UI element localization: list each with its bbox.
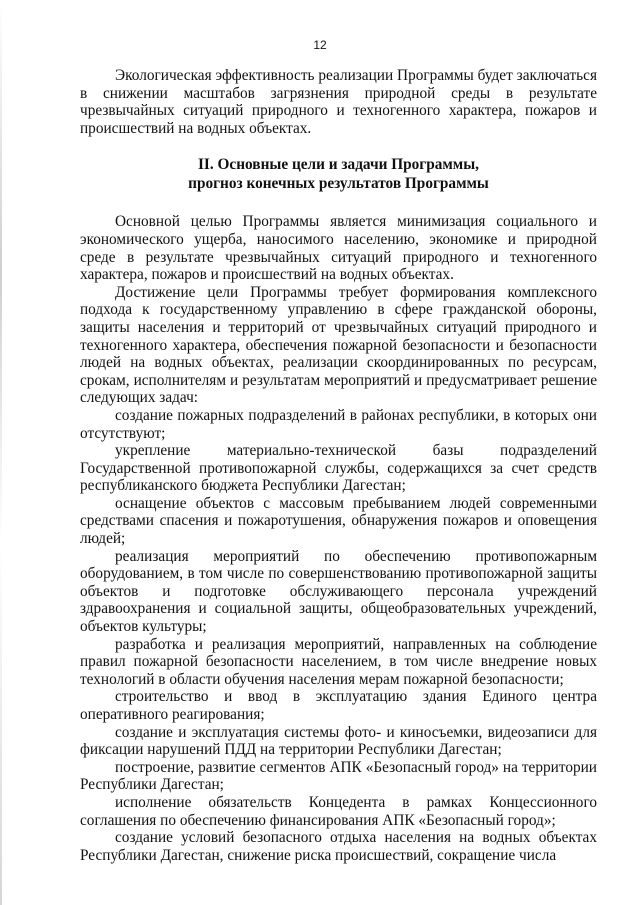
- task-item: строительство и ввод в эксплуатацию здания Единого центра оперативного реагирования;: [80, 688, 597, 723]
- task-item: создание пожарных подразделений в районах республики, в которых они отсутствуют;: [80, 406, 597, 442]
- task-item: укрепление материально-технической базы подразделений Государственной противопожарной службы, содержащихся за счет средств республиканского бюджета Республики Дагестан;: [80, 442, 597, 495]
- section-title-line-2: прогноз конечных результатов Программы: [188, 175, 489, 193]
- section-title-line-1: II. Основные цели и задачи Программы,: [197, 156, 479, 174]
- task-item: создание и эксплуатация системы фото- и киносъемки, видеозаписи для фиксации нарушений ПДД на территории Республики Дагестан;: [80, 723, 597, 759]
- task-item: создание условий безопасного отдыха населения на водных объектах Республики Дагестан, снижение риска происшествий, сокращение числа: [80, 829, 597, 864]
- task-item: оснащение объектов с массовым пребыванием людей современными средствами спасения и пожаротушения, обнаружения пожаров и оповещения людей;: [80, 494, 597, 548]
- approach-paragraph: Достижение цели Программы требует формирования комплексного подхода к государственному управлению в сфере гражданской обороны, защиты населения и территорий от чрезвычайных ситуаций природного и техногенного характера, обеспечения пожарной безопасности и безопасности людей на водных объектах, реализации скоординированных по ресурсам, срокам, исполнителям и результатам мероприятий и предусматривает решение следующих задач:: [80, 283, 597, 407]
- task-item: разработка и реализация мероприятий, направленных на соблюдение правил пожарной безопасности населением, в том числе внедрение новых технологий в области обучения населения мерам пожарной безопасности;: [80, 635, 597, 688]
- task-item: реализация мероприятий по обеспечению противопожарным оборудованием, в том числе по совершенствованию противопожарной защиты объектов и подготовке обслуживающего персонала учреждений здравоохранения и социальной защиты, общеобразовательных учреждений, объектов культуры;: [80, 547, 597, 636]
- intro-paragraph: Экологическая эффективность реализации Программы будет заключаться в снижении масштабов загрязнения природной среды в результате чрезвычайных ситуаций природного и техногенного характера, пожаров и происшествий на водных объектах.: [80, 67, 597, 137]
- scan-edge-shadow: [0, 0, 2, 905]
- document-body: [80, 67, 597, 864]
- page-number: 12: [313, 38, 327, 52]
- section-heading: [80, 155, 597, 193]
- goal-paragraph: Основной целью Программы является минимизация социального и экономического ущерба, наносимого населению, экономике и природной среде в результате чрезвычайных ситуаций природного и техногенного характера, пожаров и происшествий на водных объектах.: [80, 213, 597, 284]
- task-item: построение, развитие сегментов АПК «Безопасный город» на территории Республики Дагестан;: [80, 758, 597, 794]
- task-item: исполнение обязательств Концедента в рамках Концессионного соглашения по обеспечению финансирования АПК «Безопасный город»;: [80, 793, 597, 829]
